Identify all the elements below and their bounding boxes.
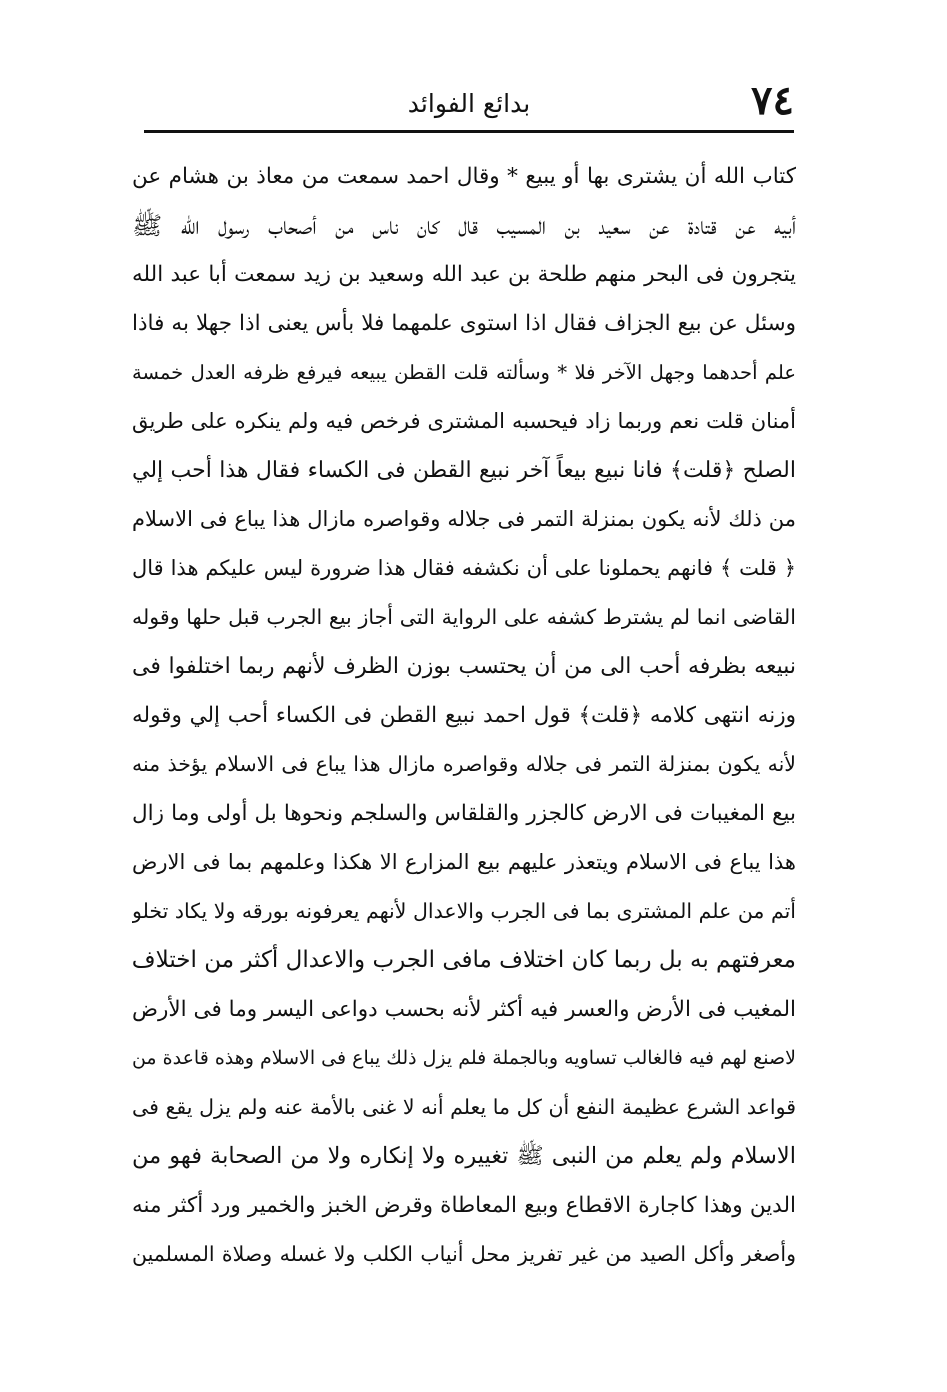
text-line: وسئل عن بيع الجزاف فقال اذا استوى علمهما فلا بأس يعنى اذا جهلا به فاذا <box>132 311 796 336</box>
text-line: معرفتهم به بل ربما كان اختلاف مافى الجرب والاعدال أكثر من اختلاف <box>132 947 796 973</box>
body-text <box>132 152 796 1279</box>
text-line: الصلح ﴿قلت﴾ فانا نبيع بيعاً آخر نبيع القطن فى الكساء فقال هذا أحب إلي <box>132 458 796 483</box>
text-line: الدين وهذا كاجارة الاقطاع وبيع المعاطاة وقرض الخبز والخمير ورد أكثر منه <box>132 1193 796 1218</box>
text-line: لأنه يكون بمنزلة التمر فى جلاله وقواصره مازال هذا يباع فى الاسلام يؤخذ منه <box>132 752 796 776</box>
text-line: أمنان قلت نعم وربما زاد فيحسبه المشترى فرخص فيه ولم ينكره على طريق <box>132 409 796 433</box>
text-line: يتجرون فى البحر منهم طلحة بن عبد الله وسعيد بن زيد سمعت أبا عبد الله <box>132 262 796 287</box>
text-line: لاصنع لهم فيه فالغالب تساويه وبالجملة فلم يزل ذلك يباع فى الاسلام وهذه قاعدة من <box>132 1047 796 1069</box>
text-line: الاسلام ولم يعلم من النبى ﷺ تغييره ولا إنكاره ولا من الصحابة فهو من <box>132 1143 796 1169</box>
text-line: نبيعه بظرفه أحب الى من أن يحتسب بوزن الظرف لأنهم ربما اختلفوا فى <box>132 654 796 679</box>
text-line: كتاب الله أن يشترى بها أو يبيع * وقال احمد سمعت من معاذ بن هشام عن <box>132 164 796 189</box>
text-line: هذا يباع فى الاسلام ويتعذر عليهم بيع المزارع الا هكذا وعلمهم بما فى الارض <box>132 850 796 874</box>
running-title: بدائع الفوائد <box>407 89 531 118</box>
text-line: أتم من علم المشترى بما فى الجرب والاعدال لأنهم يعرفونه بورقه ولا يكاد تخلو <box>132 899 796 923</box>
text-line: وزنه انتهى كلامه ﴿قلت﴾ قول احمد نبيع القطن فى الكساء أحب إلي وقوله <box>132 703 796 728</box>
text-line: بيع المغيبات فى الارض كالجزر والقلقاس والسلجم ونحوها بل أولى وما زال <box>132 801 796 826</box>
page-header <box>144 78 794 130</box>
header-rule <box>144 130 794 133</box>
page-number: ٧٤ <box>751 77 794 124</box>
text-line: علم أحدهما وجهل الآخر فلا * وسألته قلت القطن يبيعه فيرفع ظرفه العدل خمسة <box>132 361 796 384</box>
text-line: أبيه عن قتادة عن سعيد بن المسيب قال كان ناس من أصحاب رسول الله ﷺ <box>132 211 796 240</box>
text-line: القاضى انما لم يشترط كشفه على الرواية التى أجاز بيع الجرب قبل حلها وقوله <box>132 605 796 629</box>
text-line: قواعد الشرع عظيمة النفع أن كل ما يعلم أنه لا غنى بالأمة عنه ولم يزل يقع فى <box>132 1095 796 1119</box>
text-line: وأصغر وأكل الصيد من غير تفريز محل أنياب الكلب ولا غسله وصلاة المسلمين <box>132 1242 796 1266</box>
text-line: المغيب فى الأرض والعسر فيه أكثر لأنه بحسب دواعى اليسر وما فى الأرض <box>132 997 796 1022</box>
text-line: ﴿ قلت ﴾ فانهم يحملونا على أن نكشفه فقال هذا ضرورة ليس عليكم هذا قال <box>132 556 796 580</box>
text-line: من ذلك لأنه يكون بمنزلة التمر فى جلاله وقواصره مازال هذا يباع فى الاسلام <box>132 507 796 531</box>
